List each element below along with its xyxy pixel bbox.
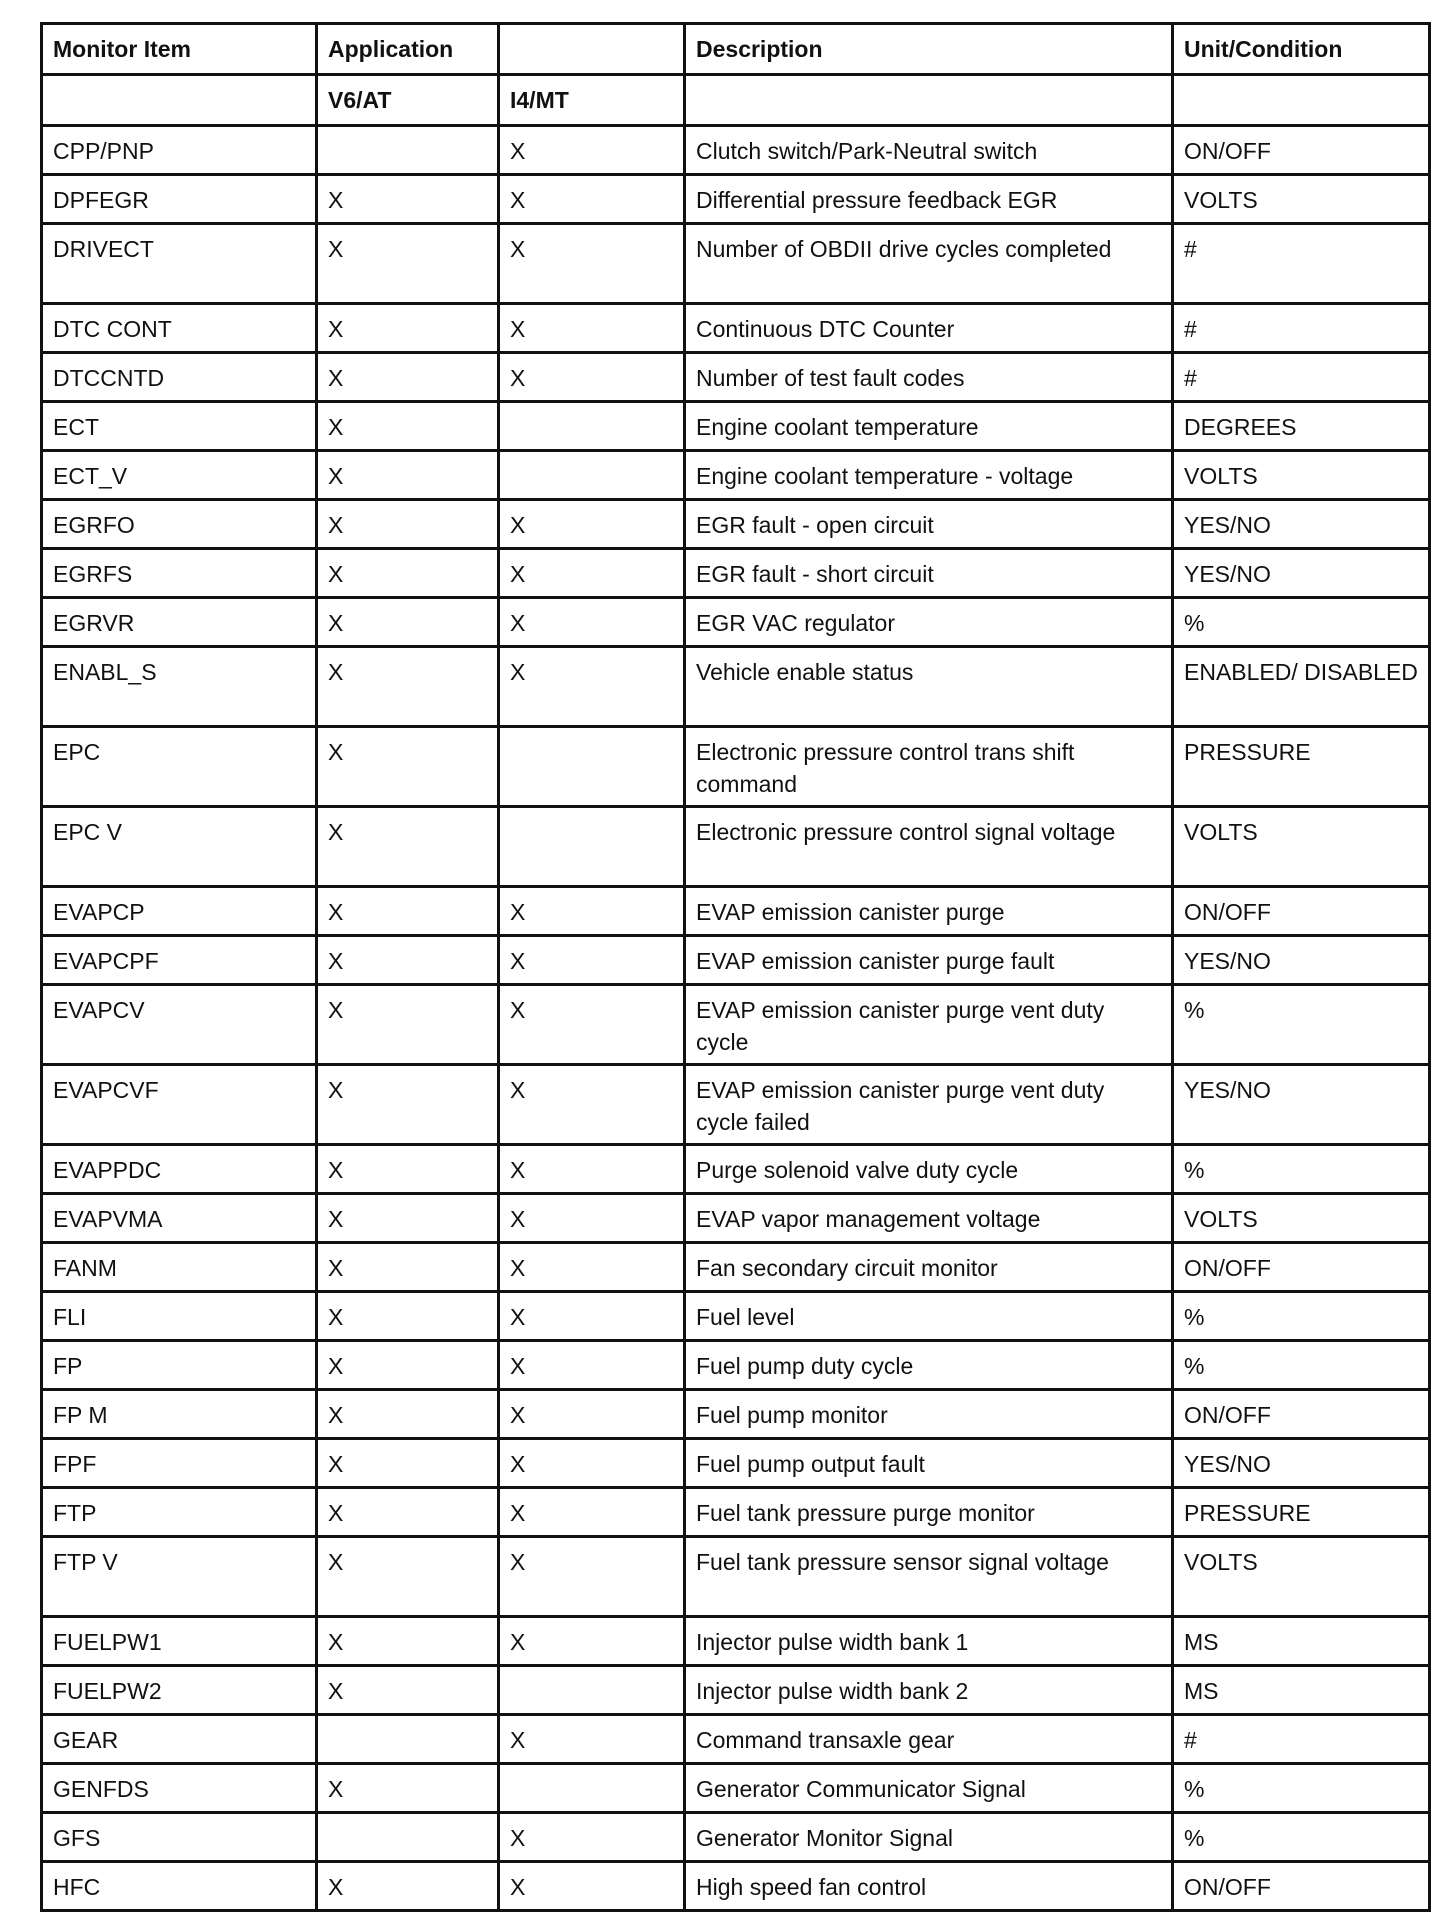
cell-v6-at: X <box>317 304 499 353</box>
table-row <box>42 1194 1430 1243</box>
header-description: Description <box>685 24 1173 75</box>
cell-monitor-item: DTC CONT <box>42 304 317 353</box>
cell-unit: % <box>1173 1813 1430 1862</box>
cell-unit: MS <box>1173 1617 1430 1666</box>
table-row <box>42 1764 1430 1813</box>
cell-description: Fuel pump output fault <box>685 1439 1173 1488</box>
table-row <box>42 126 1430 175</box>
cell-unit: % <box>1173 1292 1430 1341</box>
table-row <box>42 1292 1430 1341</box>
table-row <box>42 887 1430 936</box>
cell-i4-mt: X <box>499 353 685 402</box>
cell-monitor-item: GENFDS <box>42 1764 317 1813</box>
cell-monitor-item: DRIVECT <box>42 224 317 304</box>
cell-v6-at: X <box>317 224 499 304</box>
cell-monitor-item: GFS <box>42 1813 317 1862</box>
cell-i4-mt: X <box>499 1194 685 1243</box>
table-row <box>42 549 1430 598</box>
cell-unit: ON/OFF <box>1173 1862 1430 1911</box>
cell-i4-mt <box>499 451 685 500</box>
cell-unit: VOLTS <box>1173 451 1430 500</box>
cell-i4-mt: X <box>499 1862 685 1911</box>
cell-description: Generator Monitor Signal <box>685 1813 1173 1862</box>
cell-v6-at: X <box>317 985 499 1065</box>
cell-v6-at: X <box>317 807 499 887</box>
cell-v6-at: X <box>317 1243 499 1292</box>
cell-description: High speed fan control <box>685 1862 1173 1911</box>
cell-i4-mt: X <box>499 304 685 353</box>
cell-monitor-item: EVAPCP <box>42 887 317 936</box>
cell-description: Clutch switch/Park-Neutral switch <box>685 126 1173 175</box>
table-row <box>42 1617 1430 1666</box>
table-row <box>42 985 1430 1065</box>
table-row <box>42 402 1430 451</box>
cell-monitor-item: EPC <box>42 727 317 807</box>
cell-i4-mt: X <box>499 1488 685 1537</box>
cell-v6-at: X <box>317 500 499 549</box>
cell-i4-mt: X <box>499 1715 685 1764</box>
table-row <box>42 1065 1430 1145</box>
cell-description: Differential pressure feedback EGR <box>685 175 1173 224</box>
table-row <box>42 451 1430 500</box>
cell-i4-mt: X <box>499 1537 685 1617</box>
table-row <box>42 1862 1430 1911</box>
cell-v6-at: X <box>317 936 499 985</box>
cell-i4-mt: X <box>499 1341 685 1390</box>
cell-description: Fuel pump monitor <box>685 1390 1173 1439</box>
table-row <box>42 1813 1430 1862</box>
table-row <box>42 1666 1430 1715</box>
table-row <box>42 936 1430 985</box>
cell-description: Number of test fault codes <box>685 353 1173 402</box>
cell-v6-at: X <box>317 1862 499 1911</box>
cell-i4-mt: X <box>499 1439 685 1488</box>
cell-unit: ON/OFF <box>1173 126 1430 175</box>
cell-i4-mt: X <box>499 126 685 175</box>
cell-v6-at: X <box>317 1145 499 1194</box>
cell-v6-at <box>317 126 499 175</box>
cell-unit: ON/OFF <box>1173 1390 1430 1439</box>
cell-monitor-item: EVAPCPF <box>42 936 317 985</box>
cell-v6-at: X <box>317 1617 499 1666</box>
cell-v6-at: X <box>317 1292 499 1341</box>
cell-v6-at: X <box>317 647 499 727</box>
cell-i4-mt: X <box>499 1617 685 1666</box>
cell-unit: ON/OFF <box>1173 887 1430 936</box>
cell-unit: VOLTS <box>1173 1537 1430 1617</box>
cell-monitor-item: EGRFO <box>42 500 317 549</box>
cell-i4-mt <box>499 727 685 807</box>
cell-i4-mt: X <box>499 1813 685 1862</box>
cell-unit: % <box>1173 598 1430 647</box>
cell-monitor-item: EGRVR <box>42 598 317 647</box>
cell-v6-at: X <box>317 1194 499 1243</box>
table-row <box>42 807 1430 887</box>
cell-unit: % <box>1173 1145 1430 1194</box>
cell-i4-mt: X <box>499 1145 685 1194</box>
cell-i4-mt: X <box>499 549 685 598</box>
cell-description: Number of OBDII drive cycles completed <box>685 224 1173 304</box>
subheader-empty <box>42 75 317 126</box>
cell-i4-mt: X <box>499 224 685 304</box>
cell-description: Engine coolant temperature <box>685 402 1173 451</box>
cell-monitor-item: EVAPCVF <box>42 1065 317 1145</box>
cell-i4-mt: X <box>499 985 685 1065</box>
table-row <box>42 1488 1430 1537</box>
cell-description: Fuel pump duty cycle <box>685 1341 1173 1390</box>
table-row <box>42 500 1430 549</box>
cell-monitor-item: EPC V <box>42 807 317 887</box>
table-row <box>42 1243 1430 1292</box>
subheader-v6: V6/AT <box>317 75 499 126</box>
cell-unit: YES/NO <box>1173 936 1430 985</box>
cell-unit: ENABLED/ DISABLED <box>1173 647 1430 727</box>
subheader-empty <box>685 75 1173 126</box>
cell-unit: YES/NO <box>1173 500 1430 549</box>
cell-i4-mt: X <box>499 500 685 549</box>
cell-monitor-item: HFC <box>42 1862 317 1911</box>
cell-i4-mt: X <box>499 1065 685 1145</box>
cell-i4-mt <box>499 1666 685 1715</box>
cell-i4-mt: X <box>499 598 685 647</box>
cell-monitor-item: ENABL_S <box>42 647 317 727</box>
cell-unit: % <box>1173 1341 1430 1390</box>
cell-description: Generator Communicator Signal <box>685 1764 1173 1813</box>
cell-description: Injector pulse width bank 1 <box>685 1617 1173 1666</box>
cell-unit: VOLTS <box>1173 807 1430 887</box>
cell-i4-mt: X <box>499 175 685 224</box>
cell-unit: # <box>1173 304 1430 353</box>
table-row <box>42 353 1430 402</box>
cell-unit: YES/NO <box>1173 1065 1430 1145</box>
cell-unit: DEGREES <box>1173 402 1430 451</box>
table-row <box>42 1439 1430 1488</box>
cell-i4-mt: X <box>499 936 685 985</box>
cell-description: EVAP emission canister purge vent duty cycle <box>685 985 1173 1065</box>
cell-description: Vehicle enable status <box>685 647 1173 727</box>
cell-monitor-item: EVAPPDC <box>42 1145 317 1194</box>
cell-description: EGR fault - open circuit <box>685 500 1173 549</box>
cell-monitor-item: EGRFS <box>42 549 317 598</box>
cell-monitor-item: FANM <box>42 1243 317 1292</box>
cell-i4-mt: X <box>499 1243 685 1292</box>
cell-monitor-item: FUELPW1 <box>42 1617 317 1666</box>
cell-description: Injector pulse width bank 2 <box>685 1666 1173 1715</box>
cell-monitor-item: FP M <box>42 1390 317 1439</box>
cell-unit: # <box>1173 1715 1430 1764</box>
cell-unit: PRESSURE <box>1173 727 1430 807</box>
cell-v6-at: X <box>317 451 499 500</box>
cell-monitor-item: DTCCNTD <box>42 353 317 402</box>
cell-unit: YES/NO <box>1173 1439 1430 1488</box>
cell-description: EVAP emission canister purge <box>685 887 1173 936</box>
table-row <box>42 304 1430 353</box>
header-application: Application <box>317 24 499 75</box>
cell-monitor-item: EVAPVMA <box>42 1194 317 1243</box>
cell-v6-at: X <box>317 353 499 402</box>
cell-v6-at: X <box>317 1439 499 1488</box>
cell-unit: # <box>1173 353 1430 402</box>
cell-v6-at: X <box>317 175 499 224</box>
subheader-i4: I4/MT <box>499 75 685 126</box>
monitor-items-table <box>40 22 1431 1912</box>
cell-description: EVAP emission canister purge vent duty cycle failed <box>685 1065 1173 1145</box>
cell-description: Fuel tank pressure purge monitor <box>685 1488 1173 1537</box>
cell-i4-mt: X <box>499 1390 685 1439</box>
cell-description: EVAP vapor management voltage <box>685 1194 1173 1243</box>
cell-i4-mt <box>499 1764 685 1813</box>
cell-monitor-item: ECT_V <box>42 451 317 500</box>
cell-monitor-item: ECT <box>42 402 317 451</box>
table-row <box>42 175 1430 224</box>
cell-unit: YES/NO <box>1173 549 1430 598</box>
header-empty <box>499 24 685 75</box>
cell-unit: # <box>1173 224 1430 304</box>
table-row <box>42 1341 1430 1390</box>
cell-v6-at: X <box>317 598 499 647</box>
cell-v6-at: X <box>317 549 499 598</box>
table-row <box>42 1390 1430 1439</box>
cell-v6-at: X <box>317 1488 499 1537</box>
cell-v6-at: X <box>317 1764 499 1813</box>
cell-monitor-item: CPP/PNP <box>42 126 317 175</box>
table-row <box>42 224 1430 304</box>
cell-unit: VOLTS <box>1173 175 1430 224</box>
cell-description: Fuel tank pressure sensor signal voltage <box>685 1537 1173 1617</box>
header-monitor-item: Monitor Item <box>42 24 317 75</box>
cell-v6-at: X <box>317 1390 499 1439</box>
cell-i4-mt <box>499 402 685 451</box>
header-row <box>42 24 1430 75</box>
cell-unit: % <box>1173 985 1430 1065</box>
cell-v6-at: X <box>317 402 499 451</box>
cell-monitor-item: GEAR <box>42 1715 317 1764</box>
cell-description: Continuous DTC Counter <box>685 304 1173 353</box>
cell-unit: MS <box>1173 1666 1430 1715</box>
cell-v6-at: X <box>317 727 499 807</box>
cell-i4-mt: X <box>499 887 685 936</box>
cell-v6-at: X <box>317 1065 499 1145</box>
cell-v6-at: X <box>317 1537 499 1617</box>
cell-unit: ON/OFF <box>1173 1243 1430 1292</box>
table-row <box>42 1537 1430 1617</box>
cell-unit: VOLTS <box>1173 1194 1430 1243</box>
cell-description: Purge solenoid valve duty cycle <box>685 1145 1173 1194</box>
cell-description: Engine coolant temperature - voltage <box>685 451 1173 500</box>
subheader-empty <box>1173 75 1430 126</box>
cell-description: Electronic pressure control signal voltage <box>685 807 1173 887</box>
cell-v6-at <box>317 1813 499 1862</box>
cell-monitor-item: FPF <box>42 1439 317 1488</box>
cell-i4-mt: X <box>499 647 685 727</box>
cell-description: EGR fault - short circuit <box>685 549 1173 598</box>
table-row <box>42 727 1430 807</box>
table-row <box>42 1145 1430 1194</box>
cell-v6-at <box>317 1715 499 1764</box>
table-body <box>42 126 1430 1911</box>
cell-description: EGR VAC regulator <box>685 598 1173 647</box>
cell-unit: % <box>1173 1764 1430 1813</box>
header-unit: Unit/Condition <box>1173 24 1430 75</box>
table-row <box>42 1715 1430 1764</box>
cell-monitor-item: FTP <box>42 1488 317 1537</box>
cell-description: EVAP emission canister purge fault <box>685 936 1173 985</box>
table-row <box>42 647 1430 727</box>
cell-v6-at: X <box>317 1666 499 1715</box>
cell-monitor-item: FLI <box>42 1292 317 1341</box>
table-row <box>42 598 1430 647</box>
cell-monitor-item: FTP V <box>42 1537 317 1617</box>
cell-description: Electronic pressure control trans shift command <box>685 727 1173 807</box>
cell-i4-mt <box>499 807 685 887</box>
subheader-row <box>42 75 1430 126</box>
cell-description: Fuel level <box>685 1292 1173 1341</box>
cell-monitor-item: EVAPCV <box>42 985 317 1065</box>
cell-description: Command transaxle gear <box>685 1715 1173 1764</box>
cell-i4-mt: X <box>499 1292 685 1341</box>
cell-monitor-item: FP <box>42 1341 317 1390</box>
cell-unit: PRESSURE <box>1173 1488 1430 1537</box>
cell-v6-at: X <box>317 887 499 936</box>
cell-monitor-item: DPFEGR <box>42 175 317 224</box>
cell-v6-at: X <box>317 1341 499 1390</box>
cell-monitor-item: FUELPW2 <box>42 1666 317 1715</box>
cell-description: Fan secondary circuit monitor <box>685 1243 1173 1292</box>
